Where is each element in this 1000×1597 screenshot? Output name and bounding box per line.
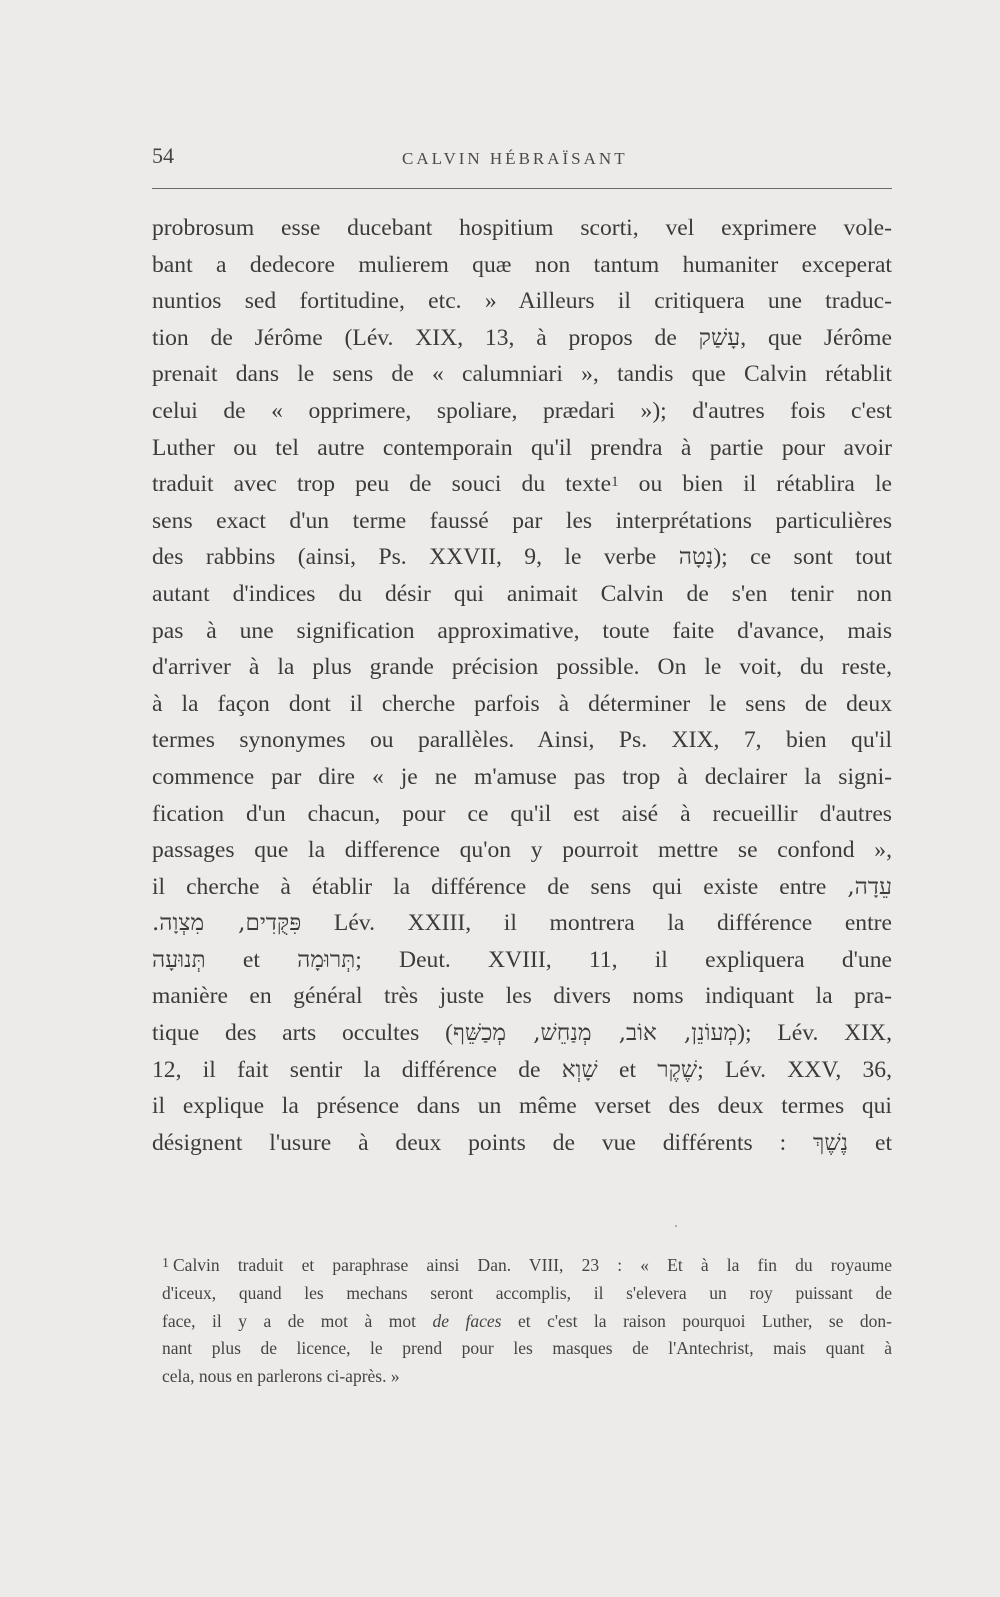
text-line: bant a dedecore mulierem quæ non tantum humaniter exceperat bbox=[152, 251, 892, 278]
text-line: termes synonymes ou parallèles. Ainsi, Ps. XIX, 7, bien qu'il bbox=[152, 727, 892, 754]
hebrew-word: מְעוֹנֵן, אוֹב, מְנַחֵשׁ, מְכַשֵּׁף bbox=[452, 1020, 738, 1047]
running-head: CALVIN HÉBRAÏSANT bbox=[402, 149, 628, 168]
hebrew-word: פִּקֻּדִים, מִצְוָה. bbox=[152, 910, 302, 937]
text-line: celui de « opprimere, spoliare, prædari »); d'autres fois c'est bbox=[152, 397, 892, 424]
hebrew-word: עָשַׁק bbox=[698, 324, 741, 351]
text-line: d'arriver à la plus grande précision possible. On le voit, du reste, bbox=[152, 654, 892, 681]
footnote-reference: 1 bbox=[611, 474, 619, 491]
italic-phrase: de faces bbox=[432, 1310, 502, 1331]
text-line: תְּנוּעָה et תְּרוּמָה; Deut. XVIII, 11, il expliquera d'une bbox=[152, 946, 893, 973]
text-line: autant d'indices du désir qui animait Calvin de s'en tenir non bbox=[152, 580, 892, 607]
footnote-line: cela, nous en parlerons ci-après. » bbox=[162, 1366, 400, 1387]
page-header bbox=[152, 143, 892, 173]
text-line: à la façon dont il cherche parfois à déterminer le sens de deux bbox=[152, 690, 892, 717]
text-line: tique des arts occultes (מְעוֹנֵן, אוֹב, מְנַחֵשׁ, מְכַשֵּׁף); Lév. XIX, bbox=[152, 1020, 892, 1047]
footnote bbox=[162, 1252, 892, 1391]
header-rule bbox=[152, 188, 892, 189]
text-line: pas à une signification approximative, toute faite d'avance, mais bbox=[152, 617, 892, 644]
hebrew-word: עֵדָה, bbox=[847, 873, 892, 900]
text-line: פִּקֻּדִים, מִצְוָה. Lév. XXIII, il montrera la différence entre bbox=[152, 910, 892, 937]
footnote-line: d'iceux, quand les mechans seront accomplis, il s'elevera un roy puissant de bbox=[162, 1282, 892, 1303]
text-line: Luther ou tel autre contemporain qu'il prendra à partie pour avoir bbox=[152, 434, 892, 461]
text-line: passages que la difference qu'on y pourroit mettre se confond », bbox=[152, 837, 892, 864]
text-line: nuntios sed fortitudine, etc. » Ailleurs il critiquera une traduc- bbox=[152, 288, 892, 315]
hebrew-word: תְּנוּעָה bbox=[152, 946, 206, 973]
body-text bbox=[152, 210, 892, 1161]
footnote-line: nant plus de licence, le prend pour les masques de l'Antechrist, mais quant à bbox=[162, 1338, 892, 1359]
hebrew-word: נֶשֶׁךְ bbox=[813, 1129, 849, 1156]
text-line: il cherche à établir la différence de sens qui existe entre עֵדָה, bbox=[152, 873, 892, 900]
text-line: 12, il fait sentir la différence de שָׁוְא et שֶׁקֶר; Lév. XXV, 36, bbox=[152, 1056, 892, 1083]
text-line: probrosum esse ducebant hospitium scorti, vel exprimere vole- bbox=[152, 215, 892, 241]
text-line: prenait dans le sens de « calumniari », tandis que Calvin rétablit bbox=[152, 361, 892, 388]
text-line: commence par dire « je ne m'amuse pas trop à declairer la signi- bbox=[152, 763, 892, 790]
footnote-mark: 1 bbox=[162, 1256, 169, 1271]
footnote-line: face, il y a de mot à mot de faces et c'est la raison pourquoi Luther, se don- bbox=[162, 1310, 892, 1331]
text-line: traduit avec trop peu de souci du texte$^1$ ou bien il rétablira le bbox=[152, 471, 893, 498]
footnote-line: $^1$ Calvin traduit et paraphrase ainsi Dan. VIII, 23 : « Et à la fin du royaume bbox=[162, 1255, 892, 1275]
text-line: il explique la présence dans un même verset des deux termes qui bbox=[152, 1093, 892, 1120]
hebrew-word: נָטָה bbox=[678, 544, 714, 571]
text-line: fication d'un chacun, pour ce qu'il est aisé à recueillir d'autres bbox=[152, 800, 892, 827]
text-line: des rabbins (ainsi, Ps. XXVII, 9, le verbe נָטָה); ce sont tout bbox=[152, 544, 893, 571]
text-line: désignent l'usure à deux points de vue différents : נֶשֶׁךְ et bbox=[152, 1129, 892, 1156]
hebrew-word: שֶׁקֶר bbox=[657, 1056, 698, 1083]
text-line: manière en général très juste les divers noms indiquant la pra- bbox=[152, 983, 892, 1010]
hebrew-word: תְּרוּמָה bbox=[297, 946, 356, 973]
page-number: 54 bbox=[152, 143, 174, 168]
text-line: tion de Jérôme (Lév. XIX, 13, à propos de עָשַׁק, que Jérôme bbox=[152, 324, 892, 351]
text-line: sens exact d'un terme faussé par les interprétations particulières bbox=[152, 507, 892, 534]
hebrew-word: שָׁוְא bbox=[561, 1056, 598, 1083]
paper-speck bbox=[675, 1225, 677, 1227]
